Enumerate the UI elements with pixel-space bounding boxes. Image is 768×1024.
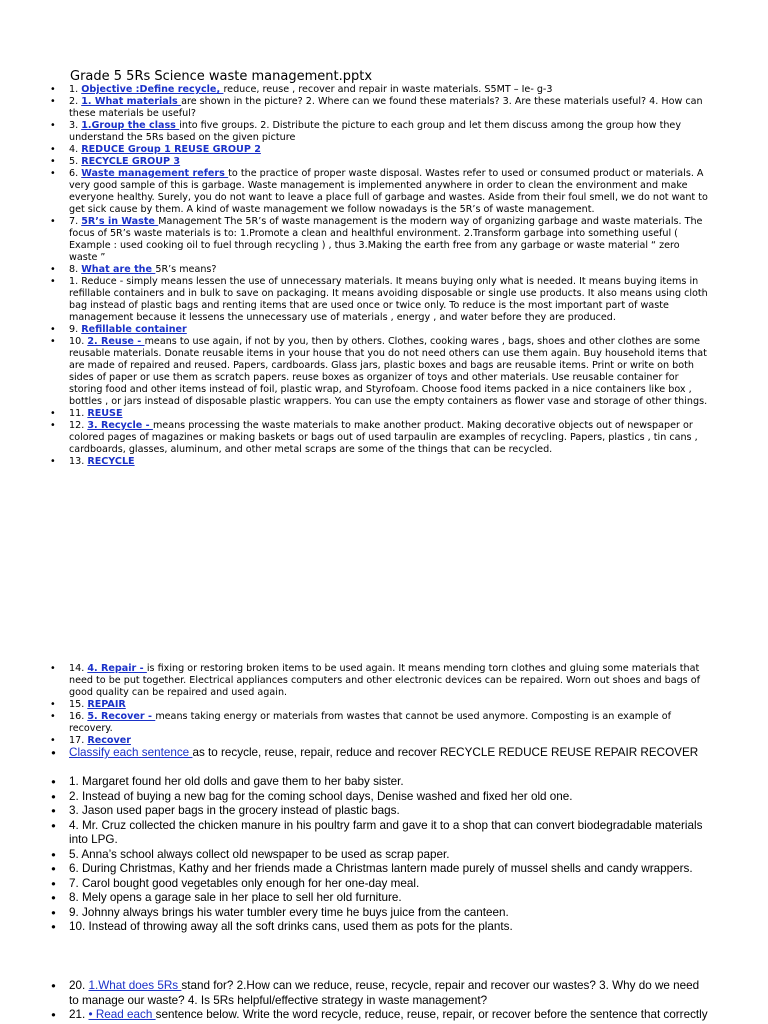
item-text-prefix: 16.	[69, 711, 88, 722]
list-item	[0, 1008, 768, 1023]
item-text-body: sentence below. Write the word recycle, reduce, reuse, repair, or recover before the sentence that correctly	[155, 1008, 708, 1021]
item-text-prefix: 2. Instead of buying a new bag for the coming school days, Denise washed and fixed her old one.	[69, 789, 573, 803]
item-text-body: means processing the waste materials to make another product. Making decorative objects out of newspaper or colored pages of magazines or making baskets or bags out of used tarpaulin are examples of recycling. Papers, plastics , tin cans , cardboards, glasses, aluminum, and other metal scraps are some of the things that can be recycled.	[69, 420, 698, 455]
list-item	[0, 891, 768, 906]
hyperlink[interactable]: Recover	[87, 735, 131, 746]
item-text-prefix: 4.	[69, 144, 82, 155]
item-text-prefix: 6.	[69, 168, 82, 179]
item-text-prefix: 2.	[69, 96, 82, 107]
hyperlink[interactable]: Classify each sentence	[69, 746, 193, 759]
list-item	[0, 264, 768, 276]
review-questions-list	[0, 979, 768, 1023]
item-text-prefix: 12.	[69, 420, 88, 431]
list-item	[0, 336, 768, 408]
item-text-prefix: 4. Mr. Cruz collected the chicken manure in his poultry farm and gave it to a shop that can convert biodegradable materials into LPG.	[69, 818, 703, 846]
list-item	[0, 84, 768, 96]
list-item	[0, 276, 768, 324]
item-text-body: Management The 5R’s of waste management is the modern way of organizing garbage and waste materials. The focus of 5R’s waste materials is to: 1.Promote a clean and healthful environment. 2.Transform garbage into something useful ( Example : used cooking oil to fuel through recycling ) , thus 3.Making the earth free from any garbage or waste material “ zero waste ”	[69, 216, 703, 263]
hyperlink[interactable]: 1. What materials	[81, 96, 182, 107]
item-text-prefix: 1. Margaret found her old dolls and gave them to her baby sister.	[69, 775, 404, 788]
item-text-prefix: 15.	[69, 699, 88, 710]
classify-sentences-list	[0, 775, 768, 935]
hyperlink[interactable]: Waste management refers	[81, 168, 229, 179]
item-text-prefix: 10.	[69, 336, 88, 347]
list-item	[0, 979, 768, 1008]
item-text-prefix: 1. Reduce - simply means lessen the use of unnecessary materials. It means buying only what is needed. It means buying items in refillable containers and in bulk to save on packaging. It means avoiding disposable or single use products. It also means using cloth bag instead of plastic bags and renting items that are used once or twice only. To reduce is the most important part of waste management because it lessens the unnecessary use of materials , energy , and water before they are produced.	[69, 276, 708, 323]
hyperlink[interactable]: Refillable container	[81, 324, 187, 335]
hyperlink[interactable]: RECYCLE	[87, 456, 135, 467]
list-item	[0, 804, 768, 819]
hyperlink[interactable]: RECYCLE GROUP 3	[81, 156, 181, 167]
item-text-prefix: 6. During Christmas, Kathy and her friends made a Christmas lantern made purely of mussel shells and candy wrappers.	[69, 862, 693, 875]
item-text-prefix: 10. Instead of throwing away all the soft drinks cans, used them as pots for the plants.	[69, 920, 513, 933]
list-item	[0, 663, 768, 699]
item-text-body: 5R’s means?	[155, 264, 217, 275]
item-text-body: are shown in the picture? 2. Where can we found these materials? 3. Are these materials useful? 4. How can these materials be useful?	[69, 96, 703, 119]
list-item	[0, 456, 768, 468]
item-text-prefix: 3. Jason used paper bags in the grocery instead of plastic bags.	[69, 804, 400, 817]
hyperlink[interactable]: 1.Group the class	[81, 120, 180, 131]
item-text-body: stand for? 2.How can we reduce, reuse, recycle, repair and recover our wastes? 3. Why do we need to manage our waste? 4. Is 5Rs helpful/effective strategy in waste management?	[69, 979, 700, 1007]
list-item	[0, 862, 768, 877]
item-text-prefix: 9. Johnny always brings his water tumbler every time he buys juice from the canteen.	[69, 905, 509, 919]
item-text-prefix: 7. Carol bought good vegetables only enough for her one-day meal.	[69, 876, 420, 890]
item-text-body: to the practice of proper waste disposal. Wastes refer to used or consumed product or materials. A very good sample of this is garbage. Waste management is implemented anywhere in order to clean the environment and make everyone healthy. Surely, you do not want to leave a place full of garbage and wastes. Aside from their foul smell, we do not want to get sick cause by them. A kind of waste management we follow nowadays is the 5R’s of waste management.	[69, 168, 708, 215]
item-text-body: reduce, reuse , recover and repair in waste materials. S5MT – Ie- g-3	[223, 84, 553, 95]
item-text-prefix: 8. Mely opens a garage sale in her place to sell her old furniture.	[69, 891, 402, 904]
list-item	[0, 906, 768, 921]
item-text-prefix: 5.	[69, 156, 82, 167]
item-text-prefix: 11.	[69, 408, 88, 419]
item-text-body: means taking energy or materials from wastes that cannot be used anymore. Composting is an example of recovery.	[69, 711, 671, 734]
hyperlink[interactable]: REUSE	[87, 408, 123, 419]
hyperlink[interactable]: 4. Repair -	[87, 663, 147, 674]
list-item	[0, 216, 768, 264]
item-text-body: into five groups. 2. Distribute the picture to each group and let them discuss among the group how they understand the 5Rs based on the given picture	[69, 120, 681, 143]
list-item	[0, 699, 768, 711]
hyperlink[interactable]: What are the	[81, 264, 156, 275]
list-item	[0, 746, 768, 761]
list-item	[0, 711, 768, 735]
list-item	[0, 96, 768, 120]
list-item	[0, 120, 768, 144]
item-text-prefix: 8.	[69, 264, 82, 275]
list-item	[0, 156, 768, 168]
item-text-prefix: 20.	[69, 979, 89, 992]
hyperlink[interactable]: 5R’s in Waste	[81, 216, 159, 227]
slide-notes-list-1	[0, 84, 768, 468]
list-item	[0, 920, 768, 935]
list-item	[0, 877, 768, 892]
hyperlink[interactable]: • Read each	[88, 1008, 156, 1021]
item-text-prefix: 13.	[69, 456, 88, 467]
item-text-body: as to recycle, reuse, repair, reduce and recover RECYCLE REDUCE REUSE REPAIR RECOVER	[192, 746, 699, 759]
slide-notes-list-2	[0, 663, 768, 747]
list-item	[0, 168, 768, 216]
list-item	[0, 420, 768, 456]
hyperlink[interactable]: 3. Recycle -	[87, 420, 153, 431]
hyperlink[interactable]: 2. Reuse -	[87, 336, 145, 347]
item-text-body: means to use again, if not by you, then by others. Clothes, cooking wares , bags, shoes and other clothes are some reusable materials. Donate reusable items in your house that you do not need others can use them again. Buy household items that are made of repaired and reused. Papers, cardboards. Glass jars, plastic boxes and bags are reusable items. Print or write on both sides of paper or use them as scratch papers. reuse boxes as organizer of toys and other materials. Use reusable container for storing food and other items instead of foil, plastic wrap, and Styrofoam. Choose food items packed in a nice containers like box , bottles , or jars instead of disposable plastic wrappers. You can use the empty containers as flower vase and storage of other things.	[69, 336, 708, 407]
list-item	[0, 324, 768, 336]
list-item	[0, 775, 768, 790]
list-item	[0, 790, 768, 805]
item-text-prefix: 7.	[69, 216, 82, 227]
list-item	[0, 144, 768, 156]
document-title: Grade 5 5Rs Science waste management.pptx	[70, 69, 373, 84]
classify-instruction-list	[0, 746, 768, 761]
item-text-prefix: 5. Anna’s school always collect old newspaper to be used as scrap paper.	[69, 847, 450, 861]
item-text-prefix: 21.	[69, 1008, 89, 1021]
hyperlink[interactable]: REDUCE Group 1 REUSE GROUP 2	[81, 144, 261, 155]
hyperlink[interactable]: 1.What does 5Rs	[88, 979, 182, 992]
item-text-prefix: 9.	[69, 324, 82, 335]
item-text-prefix: 3.	[69, 120, 82, 131]
item-text-body: is fixing or restoring broken items to be used again. It means mending torn clothes and gluing some materials that need to be put together. Electrical appliances computers and other electronic devices can be repaired. Worn out shoes and bags of good quality can be repaired and used again.	[69, 663, 700, 698]
item-text-prefix: 14.	[69, 663, 88, 674]
hyperlink[interactable]: Objective :Define recycle,	[81, 84, 224, 95]
list-item	[0, 848, 768, 863]
hyperlink[interactable]: 5. Recover -	[87, 711, 156, 722]
hyperlink[interactable]: REPAIR	[87, 699, 126, 710]
item-text-prefix: 17.	[69, 735, 88, 746]
item-text-prefix: 1.	[69, 84, 82, 95]
list-item	[0, 408, 768, 420]
list-item	[0, 819, 768, 848]
